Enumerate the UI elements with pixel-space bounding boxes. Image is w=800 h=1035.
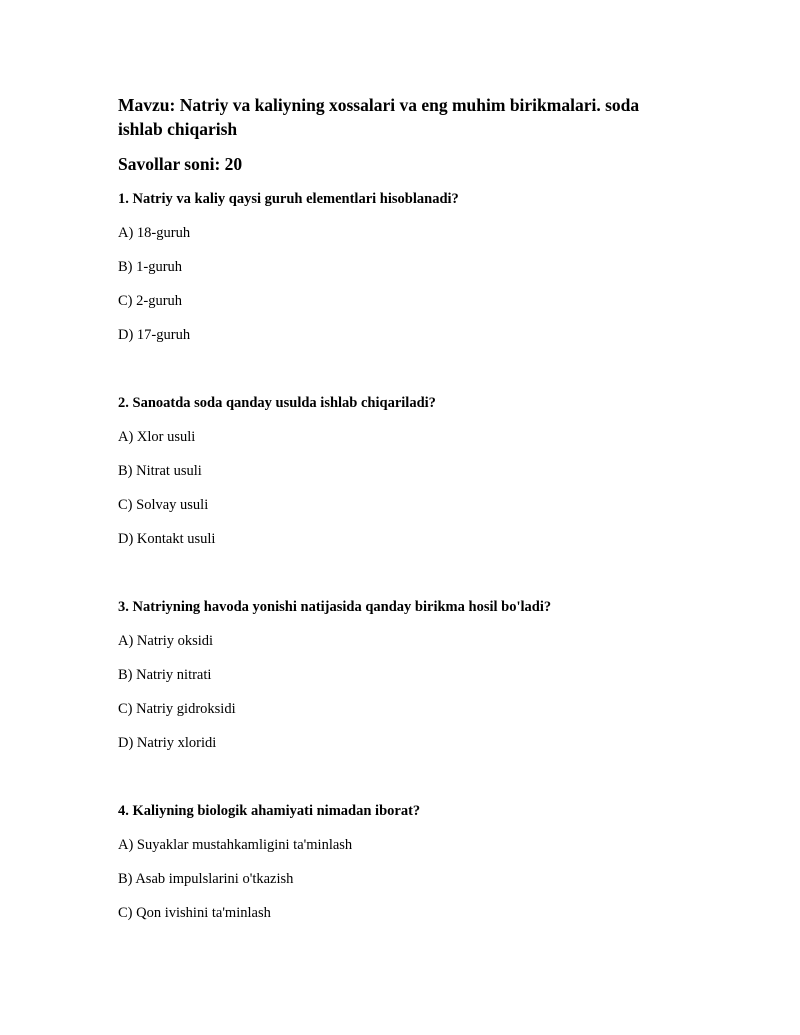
question-4 xyxy=(118,801,688,923)
question-text: 1. Natriy va kaliy qaysi guruh elementlari hisoblanadi? xyxy=(118,191,459,207)
answer-option: C) 2-guruh xyxy=(118,293,183,309)
answer-option: A) Xlor usuli xyxy=(118,429,196,445)
answer-option: B) Nitrat usuli xyxy=(118,463,202,479)
question-2 xyxy=(118,393,688,549)
question-count: Savollar soni: 20 xyxy=(118,154,243,174)
answer-option: B) Asab impulslarini o'tkazish xyxy=(118,871,294,887)
answer-option: D) 17-guruh xyxy=(118,327,191,343)
question-3 xyxy=(118,597,688,753)
answer-option: C) Qon ivishini ta'minlash xyxy=(118,905,271,921)
question-text: 4. Kaliyning biologik ahamiyati nimadan iborat? xyxy=(118,803,421,819)
answer-option: A) Suyaklar mustahkamligini ta'minlash xyxy=(118,837,353,853)
document-page xyxy=(118,93,688,923)
question-text: 3. Natriyning havoda yonishi natijasida qanday birikma hosil bo'ladi? xyxy=(118,599,552,615)
answer-option: B) Natriy nitrati xyxy=(118,667,212,683)
answer-option: D) Natriy xloridi xyxy=(118,735,217,751)
answer-option: C) Natriy gidroksidi xyxy=(118,701,236,717)
answer-option: A) Natriy oksidi xyxy=(118,633,214,649)
document-title: Mavzu: Natriy va kaliyning xossalari va eng muhim birikmalari. soda ishlab chiqarish xyxy=(118,95,640,139)
answer-option: B) 1-guruh xyxy=(118,259,183,275)
answer-option: D) Kontakt usuli xyxy=(118,531,216,547)
answer-option: A) 18-guruh xyxy=(118,225,191,241)
question-1 xyxy=(118,189,688,345)
question-list xyxy=(118,189,688,923)
answer-option: C) Solvay usuli xyxy=(118,497,209,513)
question-text: 2. Sanoatda soda qanday usulda ishlab chiqariladi? xyxy=(118,395,436,411)
